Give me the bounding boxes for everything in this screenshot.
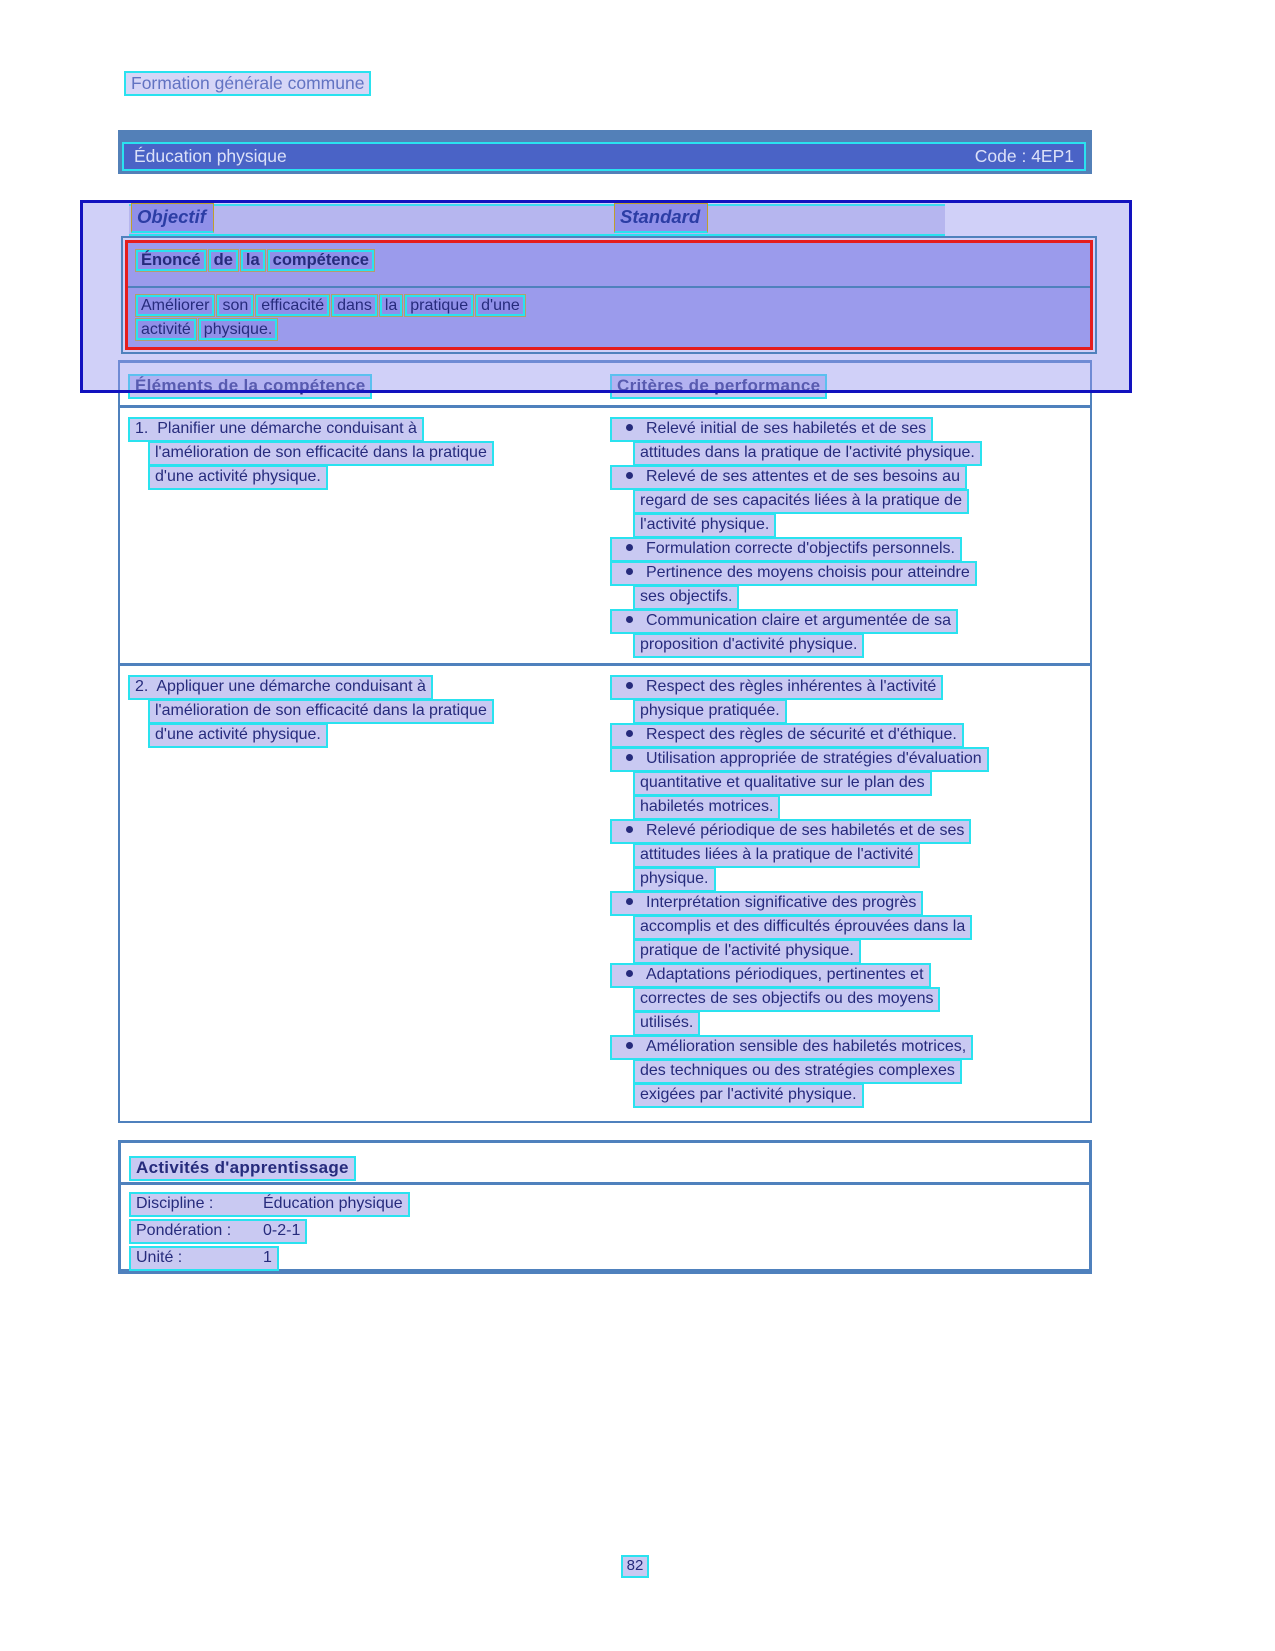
bullet-icon (626, 568, 633, 575)
field-value: 1 (263, 1249, 272, 1266)
field-label: Discipline : (136, 1195, 214, 1212)
ocr-word-highlight: physique. (199, 319, 278, 340)
criterion-line: utilisés. (633, 1011, 700, 1036)
criterion-item (610, 537, 982, 561)
criterion-item (610, 417, 982, 465)
ocr-word-highlight: la (241, 250, 265, 271)
ocr-word-highlight: son (217, 295, 253, 316)
criterion-line: regard de ses capacités liées à la pratique de (633, 489, 969, 514)
criterion-item (610, 609, 982, 657)
ocr-word-highlight: efficacité (256, 295, 329, 316)
criterion-line: Formulation correcte d'objectifs personnels. (610, 537, 962, 562)
criterion-line: l'activité physique. (633, 513, 776, 538)
criterion-line: Respect des règles inhérentes à l'activité (610, 675, 943, 700)
criterion-line: correctes de ses objectifs ou des moyens (633, 987, 940, 1012)
ocr-word-highlight: pratique (405, 295, 473, 316)
bullet-icon (626, 682, 633, 689)
annotation-overlay-objectif-standard (80, 200, 1132, 393)
enonce-body-line (136, 319, 1090, 343)
header-bar (118, 130, 1092, 174)
criterion-line: attitudes liées à la pratique de l'activité (633, 843, 920, 868)
criterion-line: accomplis et des difficultés éprouvées dans la (633, 915, 972, 940)
enonce-body (128, 288, 1090, 343)
criteria-list (610, 417, 982, 657)
criterion-item (610, 747, 989, 819)
criterion-line: des techniques ou des stratégies complexes (633, 1059, 962, 1084)
criteria-header: Critères de performance (610, 374, 827, 399)
criterion-item (610, 561, 982, 609)
header-bar-highlight (122, 142, 1086, 171)
field-label: Pondération : (136, 1222, 232, 1239)
criterion-line: Amélioration sensible des habiletés motrices, (610, 1035, 973, 1060)
field-ponderation (129, 1219, 1089, 1246)
ocr-word-highlight: d'une (476, 295, 525, 316)
annotation-box-enonce (125, 240, 1093, 350)
criterion-line: exigées par l'activité physique. (633, 1083, 864, 1108)
criterion-item (610, 1035, 989, 1107)
field-value: Éducation physique (263, 1195, 403, 1212)
bullet-icon (626, 754, 633, 761)
criterion-line: Relevé périodique de ses habiletés et de ses (610, 819, 971, 844)
bullet-icon (626, 544, 633, 551)
competence-row-1 (120, 408, 1090, 663)
section-label: Formation générale commune (124, 71, 371, 96)
ocr-word-highlight: de (209, 250, 238, 271)
page-number: 82 (595, 1555, 675, 1578)
bullet-icon (626, 472, 633, 479)
element-line: d'une activité physique. (148, 723, 328, 748)
bullet-icon (626, 898, 633, 905)
criterion-line: quantitative et qualitative sur le plan des (633, 771, 932, 796)
criterion-item (610, 465, 982, 537)
criterion-line: Respect des règles de sécurité et d'éthique. (610, 723, 964, 748)
element-line: 2. Appliquer une démarche conduisant à (128, 675, 433, 700)
criterion-line: Interprétation significative des progrès (610, 891, 923, 916)
criterion-item (610, 675, 989, 723)
ocr-word-highlight: compétence (268, 250, 374, 271)
criterion-line: Adaptations périodiques, pertinentes et (610, 963, 931, 988)
bullet-icon (626, 730, 633, 737)
field-value: 0-2-1 (263, 1222, 301, 1239)
criterion-item (610, 963, 989, 1035)
field-unite (129, 1246, 1089, 1273)
criterion-line: pratique de l'activité physique. (633, 939, 861, 964)
objective-standard-row (129, 204, 945, 236)
criterion-line: ses objectifs. (633, 585, 739, 610)
criterion-line: Relevé initial de ses habiletés et de ses (610, 417, 933, 442)
ocr-word-highlight: dans (332, 295, 377, 316)
criterion-line: Relevé de ses attentes et de ses besoins au (610, 465, 967, 490)
competence-table (118, 360, 1092, 1123)
criterion-item (610, 891, 989, 963)
bullet-icon (626, 616, 633, 623)
element-item (128, 675, 494, 747)
element-line: l'amélioration de son efficacité dans la pratique (148, 699, 494, 724)
bullet-icon (626, 826, 633, 833)
criterion-line: habiletés motrices. (633, 795, 780, 820)
activities-header (121, 1143, 1089, 1185)
standard-heading: Standard (614, 203, 708, 233)
criterion-line: proposition d'activité physique. (633, 633, 864, 658)
criterion-line: physique. (633, 867, 716, 892)
ocr-word-highlight: Énoncé (136, 250, 206, 271)
criterion-line: Communication claire et argumentée de sa (610, 609, 958, 634)
criterion-line: attitudes dans la pratique de l'activité physique. (633, 441, 982, 466)
bullet-icon (626, 970, 633, 977)
element-line: d'une activité physique. (148, 465, 328, 490)
field-label: Unité : (136, 1249, 183, 1266)
element-line: 1. Planifier une démarche conduisant à (128, 417, 424, 442)
element-item (128, 417, 494, 489)
ocr-word-highlight: activité (136, 319, 196, 340)
criterion-item (610, 723, 989, 747)
objective-heading: Objectif (131, 203, 214, 233)
document-code: Code : 4EP1 (974, 146, 1074, 166)
criterion-line: Pertinence des moyens choisis pour atteindre (610, 561, 977, 586)
activities-heading: Activités d'apprentissage (129, 1156, 356, 1181)
enonce-body-line (136, 295, 1090, 319)
competence-row-2 (120, 666, 1090, 1123)
elements-header: Éléments de la compétence (128, 374, 372, 399)
criteria-list (610, 675, 989, 1107)
document-title: Éducation physique (134, 146, 287, 166)
element-line: l'amélioration de son efficacité dans la pratique (148, 441, 494, 466)
criterion-line: Utilisation appropriée de stratégies d'évaluation (610, 747, 989, 772)
criterion-line: physique pratiquée. (633, 699, 787, 724)
activities-table (118, 1140, 1092, 1274)
enonce-heading (128, 243, 1090, 288)
ocr-word-highlight: la (380, 295, 402, 316)
enonce-box (121, 236, 1097, 354)
ocr-word-highlight: Améliorer (136, 295, 214, 316)
bullet-icon (626, 1042, 633, 1049)
activities-body (121, 1185, 1089, 1273)
bullet-icon (626, 424, 633, 431)
criterion-item (610, 819, 989, 891)
field-discipline (129, 1192, 1089, 1219)
